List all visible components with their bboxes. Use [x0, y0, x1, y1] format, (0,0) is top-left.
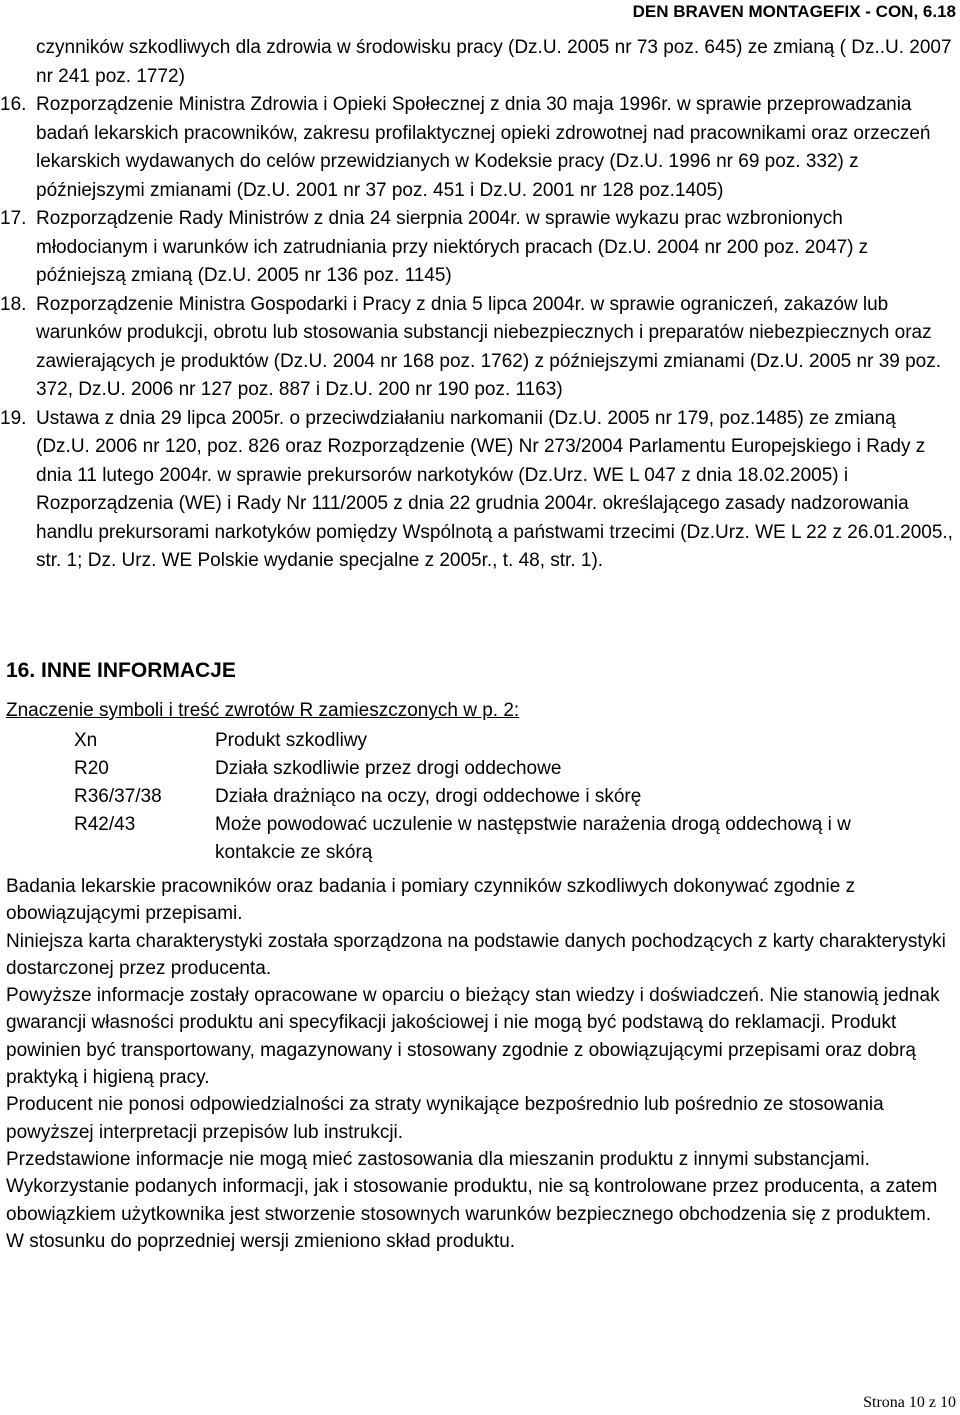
- regulation-number: 18.: [0, 293, 27, 315]
- paragraph: Przedstawione informacje nie mogą mieć zastosowania dla mieszanin produktu z innymi substancjami. Wykorzystanie podanych informacji, jak i stosowanie produktu, nie są kontrolowane przez producenta, a zatem obowiązkiem użytkownika jest stworzenie stosownych warunków bezpiecznego obchodzenia się z produktem.: [6, 1148, 938, 1225]
- paragraph: Badania lekarskie pracowników oraz badania i pomiary czynników szkodliwych dokonywać zgodnie z obowiązującymi przepisami.: [6, 876, 856, 925]
- symbols-table: [74, 727, 885, 867]
- regulation-text: Rozporządzenie Ministra Gospodarki i Pracy z dnia 5 lipca 2004r. w sprawie ograniczeń, zakazów lub warunków produkcji, obrotu lub stosowania substancji niebezpiecznych i preparatów niebezpiecznych oraz zawierających je produktów (Dz.U. 2004 nr 168 poz. 1762) z późniejszymi zmianami (Dz.U. 2005 nr 39 poz. 372, Dz.U. 2006 nr 127 poz. 887 i Dz.U. 200 nr 190 poz. 1163): [36, 293, 942, 400]
- regulation-number: 16.: [0, 94, 27, 115]
- symbol-code: R20: [74, 758, 109, 779]
- regulations-list: [0, 34, 954, 576]
- symbol-row: [74, 783, 885, 811]
- regulation-text: Rozporządzenie Rady Ministrów z dnia 24 sierpnia 2004r. w sprawie wykazu prac wzbronionych młodocianym i warunków ich zatrudniania przy niektórych pracach (Dz.U. 2004 nr 200 poz. 2047) z późniejszą zmianą (Dz.U. 2005 nr 136 poz. 1145): [36, 208, 869, 286]
- regulation-item: [0, 291, 954, 405]
- symbol-description: Produkt szkodliwy: [215, 730, 368, 751]
- document-header-title: DEN BRAVEN MONTAGEFIX - CON, 6.18: [632, 2, 956, 21]
- regulation-item: [0, 405, 954, 576]
- regulation-number: 17.: [0, 208, 27, 229]
- symbol-description: Działa drażniąco na oczy, drogi oddechowe i skórę: [215, 786, 642, 807]
- symbol-description: Może powodować uczulenie w następstwie narażenia drogą oddechową i w kontakcie ze skórą: [215, 814, 851, 863]
- symbol-code: R36/37/38: [74, 786, 162, 807]
- section-heading: 16. INNE INFORMACJE: [6, 659, 236, 682]
- paragraph: W stosunku do poprzedniej wersji zmieniono skład produktu.: [6, 1230, 516, 1252]
- symbols-title: Znaczenie symboli i treść zwrotów R zamieszczonych w p. 2:: [6, 700, 520, 721]
- other-information-text: [6, 873, 954, 1255]
- paragraph: Niniejsza karta charakterystyki została sporządzona na podstawie danych pochodzących z karty charakterystyki dostarczonej przez producenta.: [6, 930, 946, 979]
- paragraph: Powyższe informacje zostały opracowane w oparciu o bieżący stan wiedzy i doświadczeń. Nie stanowią jednak gwarancji własności produktu ani specyfikacji jakościowej i nie mogą być podstawą do reklamacji. Produkt powinien być transportowany, magazynowany i stosowany zgodnie z obowiązującymi przepisami oraz dobrą praktyką i higieną pracy.: [6, 985, 940, 1089]
- symbol-row: [74, 727, 885, 755]
- regulation-text: Ustawa z dnia 29 lipca 2005r. o przeciwdziałaniu narkomanii (Dz.U. 2005 nr 179, poz.1485) ze zmianą (Dz.U. 2006 nr 120, poz. 826 oraz Rozporządzenie (WE) Nr 273/2004 Parlamentu Europejskiego i Rady z dnia 11 lutego 2004r. w sprawie prekursorów narkotyków (Dz.Urz. WE L 047 z dnia 18.02.2005) i Rozporządzenia (WE) i Rady Nr 111/2005 z dnia 22 grudnia 2004r. określającego zasady nadzorowania handlu prekursorami narkotyków pomiędzy Wspólnotą a państwami trzecimi (Dz.Urz. WE L 22 z 26.01.2005., str. 1; Dz. Urz. WE Polskie wydanie specjalne z 2005r., t. 48, str. 1).: [36, 407, 953, 571]
- regulation-item: [0, 91, 954, 205]
- symbol-row: [74, 811, 885, 867]
- symbol-row: [74, 755, 885, 783]
- regulation-text: Rozporządzenie Ministra Zdrowia i Opieki Społecznej z dnia 30 maja 1996r. w sprawie przeprowadzania badań lekarskich pracowników, zakresu profilaktycznej opieki zdrowotnej nad pracownikami oraz orzeczeń lekarskich wydawanych do celów przewidzianych w Kodeksie pracy (Dz.U. 1996 nr 69 poz. 332) z późniejszymi zmianami (Dz.U. 2001 nr 37 poz. 451 i Dz.U. 2001 nr 128 poz.1405): [36, 94, 931, 201]
- regulation-number: 19.: [0, 407, 27, 429]
- paragraph: Producent nie ponosi odpowiedzialności za straty wynikające bezpośrednio lub pośrednio ze stosowania powyższej interpretacji przepisów lub instrukcji.: [6, 1094, 884, 1143]
- symbol-description: Działa szkodliwie przez drogi oddechowe: [215, 758, 562, 779]
- page-number: Strona 10 z 10: [863, 1394, 956, 1411]
- regulation-item: [0, 205, 954, 291]
- regulation-continuation: czynników szkodliwych dla zdrowia w środowisku pracy (Dz.U. 2005 nr 73 poz. 645) ze zmianą ( Dz..U. 2007 nr 241 poz. 1772): [36, 37, 952, 87]
- symbol-code: Xn: [74, 730, 98, 751]
- symbol-code: R42/43: [74, 814, 136, 835]
